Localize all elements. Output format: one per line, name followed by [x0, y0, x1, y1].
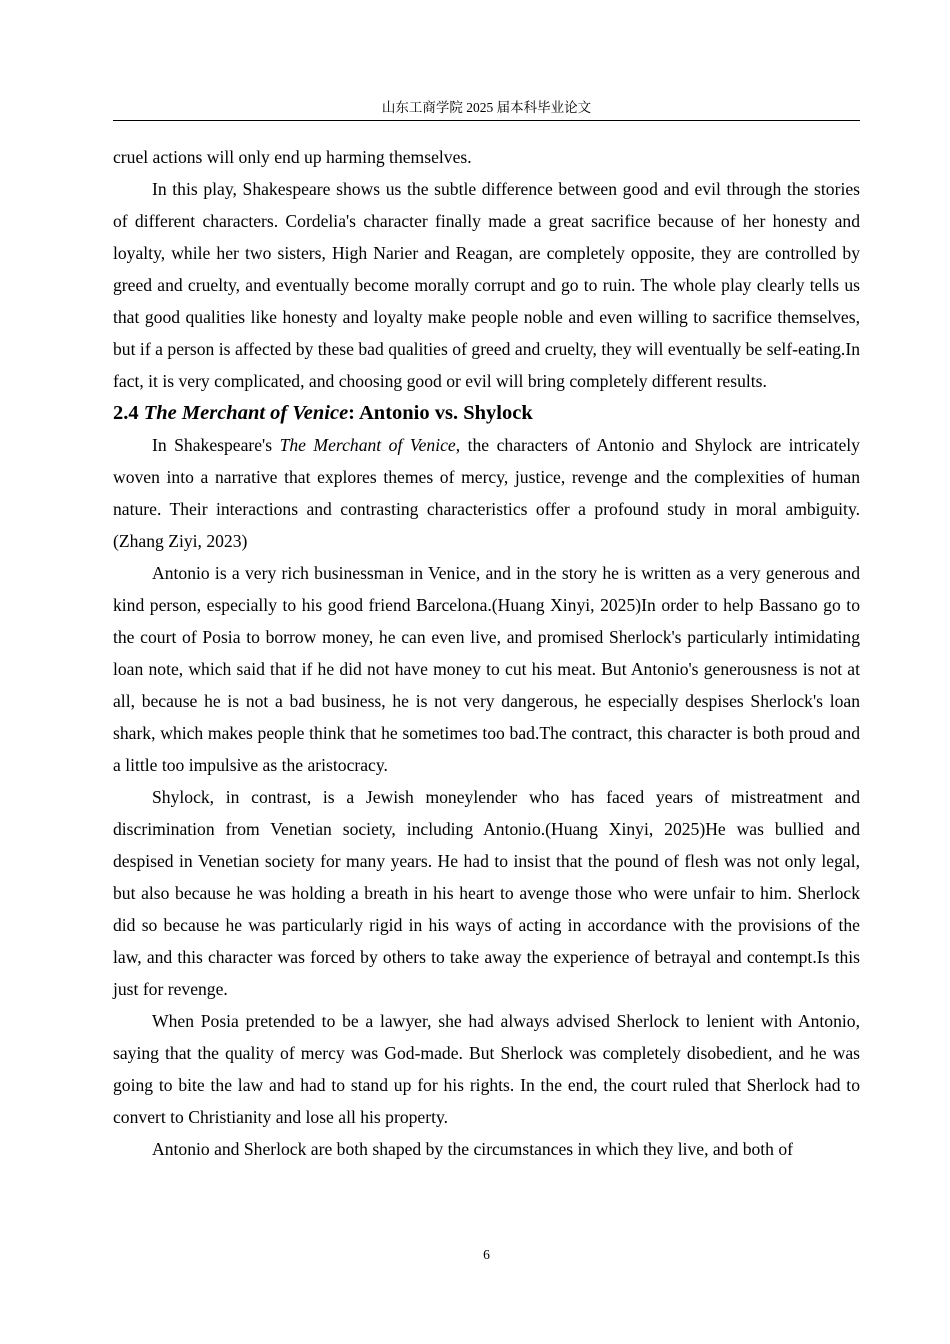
intro-play-title: The Merchant of Venice [279, 435, 456, 455]
page-body [113, 141, 860, 1165]
header-divider [113, 120, 860, 121]
section-title-italic: The Merchant of Venice [143, 402, 349, 424]
page-number: 6 [483, 1247, 490, 1262]
paragraph-shylock: Shylock, in contrast, is a Jewish moneylender who has faced years of mistreatment and discrimination from Venetian society, including Antonio.(Huang Xinyi, 2025)He was bullied and despised in Venetian society for many years. He had to insist that the pound of flesh was not only legal, but also because he was holding a breath in his heart to avenge those who were unfair to him. Sherlock did so because he was particularly rigid in his ways of acting in accordance with the provisions of the law, and this character was forced by others to take away the experience of betrayal and contempt.Is this just for revenge. [113, 787, 860, 999]
section-heading [113, 397, 860, 429]
paragraph-continued: cruel actions will only end up harming themselves. [113, 147, 472, 167]
intro-before: In Shakespeare's [152, 435, 280, 455]
intro-after: , the characters of Antonio and Shylock are intricately woven into a narrative that explores themes of mercy, justice, revenge and the complexities of human nature. Their interactions and contrasting characteristics offer a profound study in moral ambiguity.(Zhang Ziyi, 2023) [113, 435, 860, 551]
section-number: 2.4 [113, 402, 144, 424]
paragraph-closing: Antonio and Sherlock are both shaped by the circumstances in which they live, and both of [152, 1139, 794, 1159]
page-header: 山东工商学院 2025 届本科毕业论文 [381, 100, 592, 115]
section-title-rest: : Antonio vs. Shylock [348, 402, 533, 424]
paragraph-posia: When Posia pretended to be a lawyer, she had always advised Sherlock to lenient with Antonio, saying that the quality of mercy was God-made. But Sherlock was completely disobedient, and he was going to bite the law and had to stand up for his rights. In the end, the court ruled that Sherlock had to convert to Christianity and lose all his property. [113, 1011, 860, 1127]
paragraph-intro [113, 429, 860, 557]
paragraph-lear-summary: In this play, Shakespeare shows us the subtle difference between good and evil through the stories of different characters. Cordelia's character finally made a great sacrifice because of her honesty and loyalty, while her two sisters, High Narier and Reagan, are completely opposite, they are controlled by greed and cruelty, and eventually become morally corrupt and go to ruin. The whole play clearly tells us that good qualities like honesty and loyalty make people noble and even willing to sacrifice themselves, but if a person is affected by these bad qualities of greed and cruelty, they will eventually be self-eating.In fact, it is very complicated, and choosing good or evil will bring completely different results. [113, 179, 860, 391]
paragraph-antonio: Antonio is a very rich businessman in Venice, and in the story he is written as a very generous and kind person, especially to his good friend Barcelona.(Huang Xinyi, 2025)In order to help Bassano go to the court of Posia to borrow money, he can even live, and promised Sherlock's particularly intimidating loan note, which said that if he did not have money to cut his meat. But Antonio's generousness is not at all, because he is not a bad business, he is not very dangerous, he especially despises Sherlock's loan shark, which makes people think that he sometimes too bad.The contract, this character is both proud and a little too impulsive as the aristocracy. [113, 563, 860, 775]
